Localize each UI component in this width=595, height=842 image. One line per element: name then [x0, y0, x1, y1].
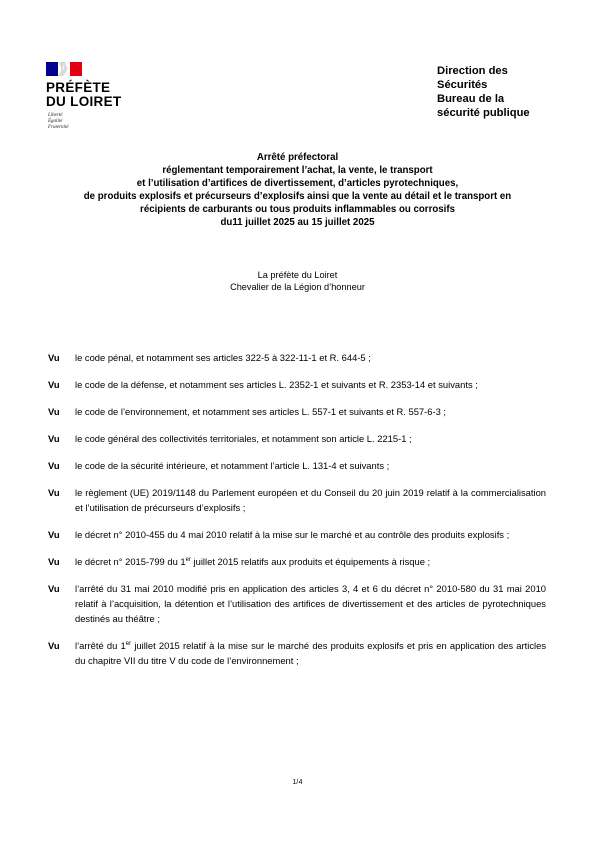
vu-label: Vu [48, 352, 60, 363]
vu-label: Vu [48, 433, 60, 444]
direction-line: Direction des [437, 65, 508, 77]
vu-item [48, 458, 548, 473]
vu-item [48, 581, 548, 626]
motto-egalite: Égalité [48, 119, 63, 124]
marianne-flag-icon [46, 62, 82, 76]
authority-line: Chevalier de la Légion d’honneur [230, 282, 365, 292]
title-line: récipients de carburants ou tous produits inflammables ou corrosifs [140, 204, 455, 215]
vu-text-part: juillet 2015 relatif à la mise sur le marché des produits explosifs et pris en application des articles du chapitre VII du titre V du code de l’environnement ; [75, 640, 547, 666]
page-number: 1/4 [292, 779, 303, 786]
vu-text: le code de la sécurité intérieure, et notamment l’article L. 131-4 et suivants ; [75, 460, 390, 471]
vu-label: Vu [48, 583, 60, 594]
motto-fraternite: Fraternité [48, 125, 69, 130]
issuing-department [437, 64, 552, 120]
signing-authority [20, 269, 575, 293]
vu-text: le code de l’environnement, et notamment ses articles L. 557-1 et suivants et R. 557-6-3 ; [75, 406, 447, 417]
vu-label: Vu [48, 556, 60, 567]
vu-item [48, 485, 548, 515]
vu-item [48, 527, 548, 542]
vu-label: Vu [48, 487, 60, 498]
motto-liberte: Liberté [48, 113, 63, 118]
brand-line-1: PRÉFÈTE [46, 80, 111, 95]
brand-line-2: DU LOIRET [46, 94, 122, 109]
vu-item [48, 404, 548, 419]
title-line: de produits explosifs et précurseurs d’explosifs ainsi que la vente au détail et le transport en [83, 191, 512, 202]
vu-text: le code de la défense, et notamment ses articles L. 2352-1 et suivants et R. 2353-14 et suivants ; [75, 379, 478, 390]
vu-text-part: l’arrêté du 1 [75, 640, 126, 651]
vu-item [48, 554, 548, 569]
vu-text: le code pénal, et notamment ses articles 322-5 à 322-11-1 et R. 644-5 ; [75, 352, 371, 363]
ordinal-suffix: er [185, 556, 191, 563]
title-line: du11 juillet 2025 au 15 juillet 2025 [220, 217, 375, 228]
vu-label: Vu [48, 406, 60, 417]
authority-line: La préfète du Loiret [257, 270, 338, 280]
vu-text [75, 554, 546, 569]
vu-label: Vu [48, 460, 60, 471]
vu-label: Vu [48, 640, 60, 651]
vu-item [48, 431, 548, 446]
document-title [20, 151, 575, 229]
vu-item [48, 638, 548, 668]
vu-text [75, 638, 546, 668]
vu-text: le règlement (UE) 2019/1148 du Parlement européen et du Conseil du 20 juin 2019 relatif à la commercialisation et l’utilisation de précurseurs d’explosifs ; [75, 487, 546, 513]
vu-text-part: le décret n° 2015-799 du 1 [75, 556, 186, 567]
vu-item [48, 350, 548, 365]
vu-label: Vu [48, 379, 60, 390]
vu-text-part: juillet 2015 relatifs aux produits et équipements à risque ; [190, 556, 431, 567]
direction-line: Bureau de la [437, 93, 505, 105]
vu-label: Vu [48, 529, 60, 540]
vu-text: l’arrêté du 31 mai 2010 modifié pris en application des articles 3, 4 et 6 du décret n° 2010-580 du 31 mai 2010 relatif à l’acquisition, la détention et l’utilisation des artifices de divertissement et des articles de pyrotechniques destinés au théâtre ; [75, 583, 546, 624]
direction-line: Sécurités [437, 79, 488, 91]
title-line: réglementant temporairement l’achat, la vente, le transport [162, 165, 433, 176]
title-line: Arrêté préfectoral [256, 152, 339, 163]
ordinal-suffix: er [125, 640, 132, 647]
vu-text: le décret n° 2010-455 du 4 mai 2010 relatif à la mise sur le marché et au contrôle des produits explosifs ; [75, 529, 510, 540]
vu-item [48, 377, 548, 392]
marianne-profile-icon [57, 62, 71, 76]
title-line: et l’utilisation d’artifices de divertissement, d’articles pyrotechniques, [136, 178, 459, 189]
vu-list [48, 350, 548, 680]
vu-text: le code général des collectivités territoriales, et notamment son article L. 2215-1 ; [75, 433, 412, 444]
direction-line: sécurité publique [437, 107, 530, 119]
